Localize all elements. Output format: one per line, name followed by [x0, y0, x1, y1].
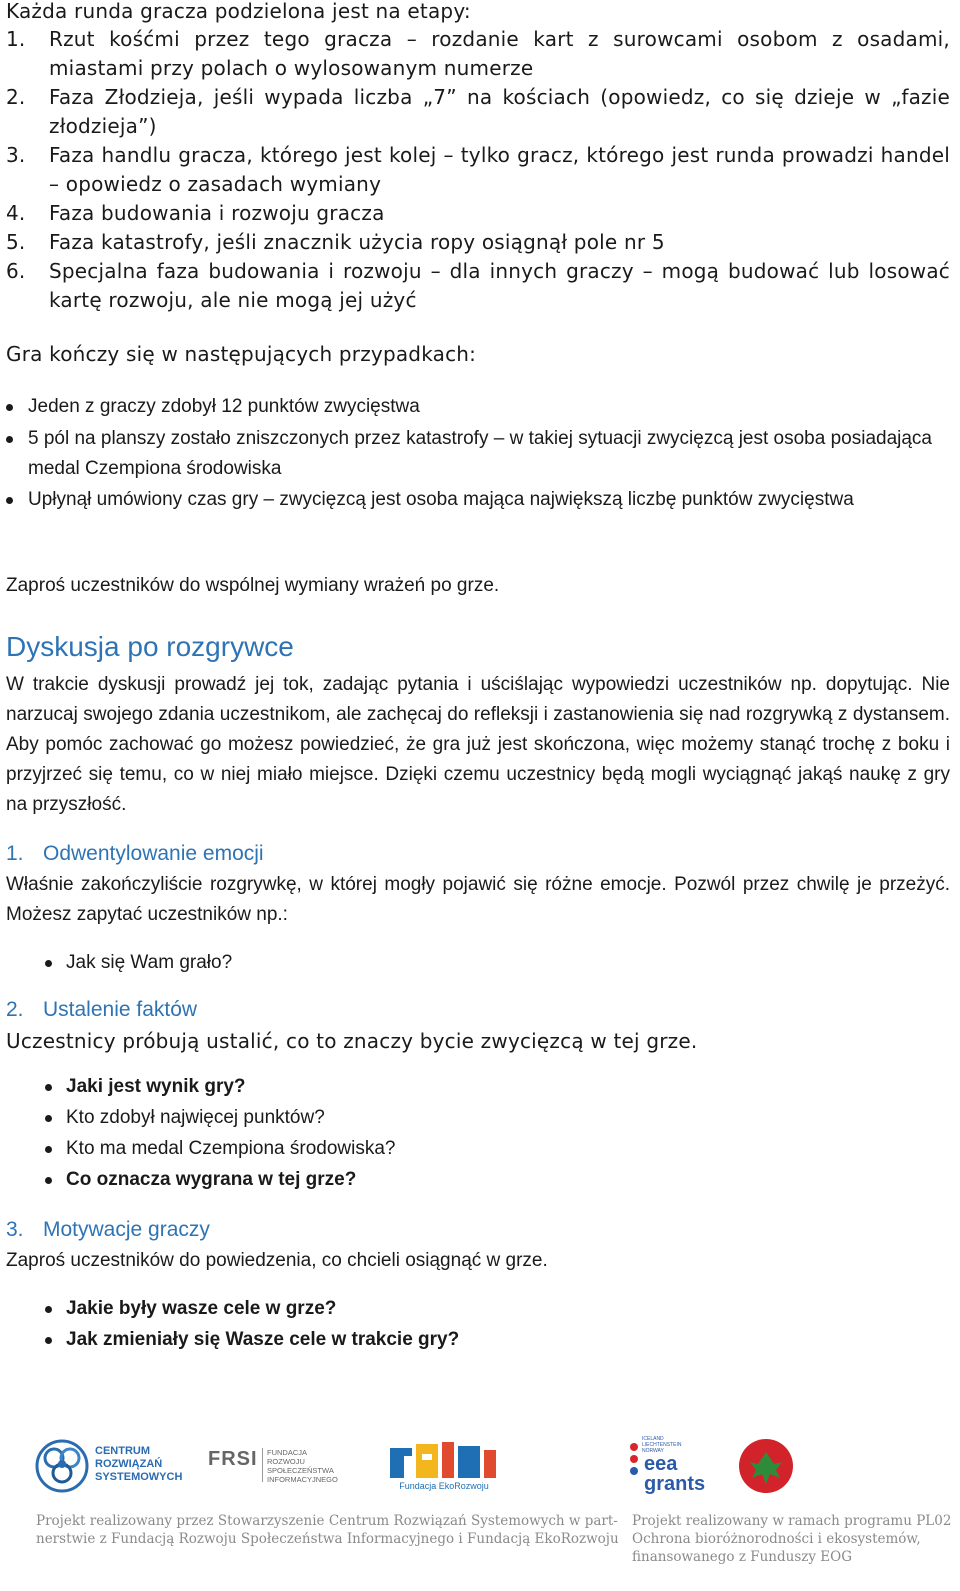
discussion-heading: Dyskusja po rozgrywce	[6, 631, 294, 662]
eea-country: LIECHTENSTEIN	[642, 1442, 682, 1448]
crs-emblem-icon	[32, 1438, 92, 1494]
item-text: Jeden z graczy zdobył 12 punktów zwycięstwa	[28, 396, 420, 417]
list-item	[6, 424, 950, 484]
section-paragraph: Uczestnicy próbują ustalić, co to znaczy bycie zwycięzcą w tej grze.	[6, 1029, 698, 1053]
item-number: 5.	[6, 230, 26, 254]
eko-logo	[388, 1440, 503, 1490]
frsi-logo	[208, 1448, 338, 1488]
list-item	[6, 1072, 950, 1103]
eko-caption: Fundacja EkoRozwoju	[399, 1481, 489, 1491]
phases-list	[6, 25, 950, 315]
eea-country: NORWAY	[642, 1448, 664, 1454]
bullet-icon	[0, 1325, 66, 1356]
frsi-name-line: INFORMACYJNEGO	[267, 1475, 338, 1484]
item-text: Rzut kośćmi przez tego gracza – rozdanie kart z surowcami osobom z osadami, miastami przy polach o wylosowanym numerze	[49, 27, 950, 80]
list-item	[6, 392, 950, 422]
section-number: 3.	[6, 1218, 24, 1241]
item-text: Faza Złodzieja, jeśli wypada liczba „7” na kościach (opowiedz, co się dzieje w „fazie złodzieja”)	[49, 85, 950, 138]
footer	[0, 1430, 960, 1591]
section-number: 1.	[6, 842, 24, 865]
section3-list	[6, 1294, 950, 1356]
footer-left-line: Projekt realizowany przez Stowarzyszenie Centrum Rozwiązań Systemowych w part-	[36, 1513, 618, 1529]
list-item	[6, 257, 950, 315]
eea-dots-icon	[628, 1442, 640, 1482]
list-item	[6, 1294, 950, 1325]
crs-logo	[32, 1438, 182, 1494]
intro-text: Każda runda gracza podzielona jest na etapy:	[6, 0, 471, 23]
footer-right-line: finansowanego z Funduszy EOG	[632, 1549, 853, 1565]
item-text: Co oznacza wygrana w tej grze?	[66, 1169, 357, 1190]
crs-name-line: ROZWIĄZAŃ	[95, 1458, 163, 1470]
footer-right-line: Projekt realizowany w ramach programu PL02	[632, 1513, 952, 1529]
item-text: 5 pól na planszy zostało zniszczonych przez katastrofy – w takiej sytuacji zwycięzcą jest osoba posiadająca medal Czempiona środowiska	[28, 428, 932, 479]
crs-name-line: CENTRUM	[95, 1445, 150, 1457]
item-number: 3.	[6, 143, 26, 167]
crs-name-line: SYSTEMOWYCH	[95, 1471, 183, 1483]
frsi-name-line: FUNDACJA	[267, 1448, 308, 1457]
item-number: 6.	[6, 259, 26, 283]
eea-grants-logo	[628, 1436, 718, 1498]
item-text: Jak się Wam grało?	[66, 952, 233, 973]
discussion-paragraph: W trakcie dyskusji prowadź jej tok, zadając pytania i uściślając wypowiedzi uczestników np. dopytując. Nie narzucaj swojego zdania uczestnikom, ale zachęcaj do refleksji i zastanowienia się nad rozgrywką z dystansem. Aby pomóc zachować go możesz powiedzieć, że gra już jest skończona, więc możemy stanąć trochę z boku i przyjrzeć się temu, co w niej miało miejsce. Dzięki czemu uczestnicy będą mogli wyciągnąć jakąś naukę z gry na przyszłość.	[6, 674, 950, 815]
item-text: Faza katastrofy, jeśli znacznik użycia ropy osiągnął pole nr 5	[49, 230, 665, 254]
list-item	[6, 1103, 950, 1134]
footer-left-line: nerstwie z Fundacją Rozwoju Społeczeństwa Informacyjnego i Fundacją EkoRozwoju	[36, 1531, 619, 1547]
bullet-icon	[0, 424, 28, 484]
eea-country: ICELAND	[642, 1436, 664, 1442]
item-number: 4.	[6, 201, 26, 225]
item-number: 2.	[6, 85, 26, 109]
bullet-icon	[0, 948, 66, 978]
frsi-name-line: SPOŁECZEŃSTWA	[267, 1466, 334, 1475]
item-text: Kto zdobył najwięcej punktów?	[66, 1107, 325, 1128]
end-cases-list	[6, 392, 950, 515]
section-paragraph: Zaproś uczestników do powiedzenia, co chcieli osiągnąć w grze.	[6, 1250, 548, 1271]
section-title: Ustalenie faktów	[43, 998, 198, 1021]
item-text: Jaki jest wynik gry?	[66, 1076, 246, 1097]
bullet-icon	[0, 1134, 66, 1165]
bullet-icon	[0, 1072, 66, 1103]
section-title: Motywacje graczy	[43, 1218, 210, 1241]
eea-word: eea	[644, 1453, 678, 1475]
eko-emblem-icon	[388, 1440, 500, 1480]
frsi-name-line: ROZWOJU	[267, 1457, 305, 1466]
bullet-icon	[0, 1294, 66, 1325]
footer-right-line: Ochrona bioróżnorodności i ekosystemów,	[632, 1531, 921, 1547]
eea-word: grants	[644, 1473, 706, 1495]
list-item	[6, 25, 950, 83]
section1-list	[6, 948, 950, 978]
item-text: Faza handlu gracza, którego jest kolej – tylko gracz, którego jest runda prowadzi handel – opowiedz o zasadach wymiany	[49, 143, 950, 196]
list-item	[6, 1165, 950, 1196]
section-heading	[6, 996, 197, 1024]
list-item	[6, 1325, 950, 1356]
item-text: Faza budowania i rozwoju gracza	[49, 201, 385, 225]
list-item	[6, 199, 950, 228]
section-paragraph: Właśnie zakończyliście rozgrywkę, w której mogły pojawić się różne emocje. Pozwól przez chwilę je przeżyć. Możesz zapytać uczestników np.:	[6, 874, 950, 925]
section-heading	[6, 840, 264, 868]
item-text: Specjalna faza budowania i rozwoju – dla innych graczy – mogą budować lub losować kartę rozwoju, ale nie mogą jej użyć	[49, 259, 950, 312]
list-item	[6, 83, 950, 141]
item-number: 1.	[6, 27, 26, 51]
list-item	[6, 1134, 950, 1165]
list-item	[6, 485, 950, 515]
end-heading: Gra kończy się w następujących przypadkach:	[6, 342, 477, 366]
item-text: Upłynął umówiony czas gry – zwycięzcą jest osoba mająca największą liczbę punktów zwycięstwa	[28, 489, 854, 510]
list-item	[6, 141, 950, 199]
invite-text: Zaproś uczestników do wspólnej wymiany wrażeń po grze.	[6, 575, 500, 596]
item-text: Kto ma medal Czempiona środowiska?	[66, 1138, 396, 1159]
section-number: 2.	[6, 998, 24, 1021]
bullet-icon	[0, 1165, 66, 1196]
list-item	[6, 228, 950, 257]
eagle-emblem	[738, 1438, 794, 1494]
section-heading	[6, 1216, 210, 1244]
bullet-icon	[0, 1103, 66, 1134]
item-text: Jak zmieniały się Wasze cele w trakcie gry?	[66, 1329, 460, 1350]
bullet-icon	[0, 485, 28, 515]
item-text: Jakie były wasze cele w grze?	[66, 1298, 337, 1319]
frsi-mark: FRSI	[208, 1448, 258, 1470]
eagle-emblem-icon	[738, 1438, 794, 1494]
frsi-divider	[262, 1448, 263, 1482]
section2-list	[6, 1072, 950, 1196]
bullet-icon	[0, 392, 28, 422]
list-item	[6, 948, 950, 978]
section-title: Odwentylowanie emocji	[43, 842, 264, 865]
